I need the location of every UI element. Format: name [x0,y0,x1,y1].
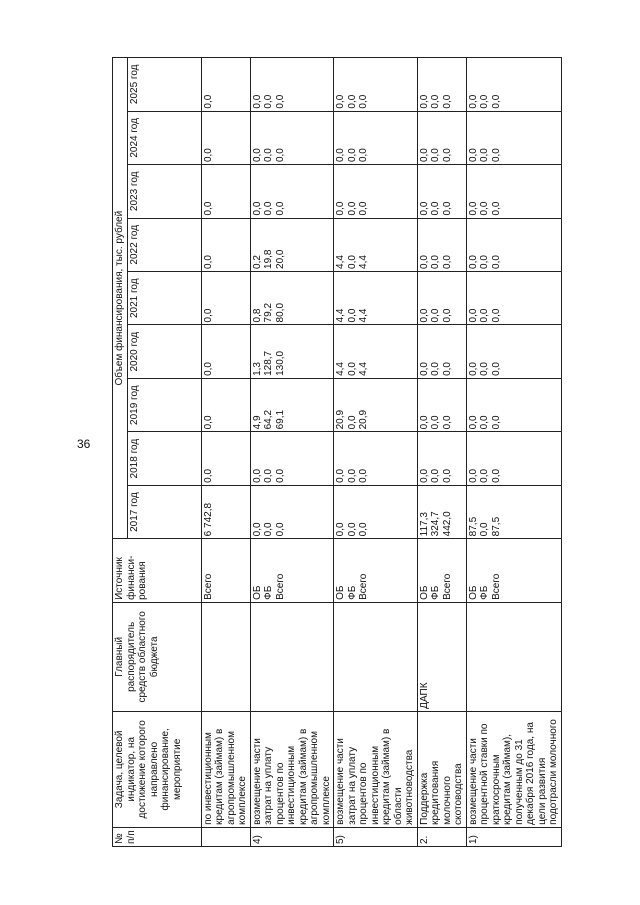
value: 0,0 [441,362,453,376]
value: 0,0 [441,308,453,323]
value: 0,0 [274,522,286,537]
value: 0,0 [479,201,490,216]
value: 6 742,8 [202,502,214,537]
value: 0,0 [263,468,274,483]
value-cell [201,58,250,112]
value-cell [250,325,334,378]
header-year: 2023 год [127,165,201,218]
value: 0,0 [467,255,479,269]
source-label: Всего [490,573,502,600]
row-task: возмещение части затрат на уплату процентов по инвестиционным кредитам (займам) в области животноводства [334,711,418,827]
value: 442,0 [441,511,453,537]
header-year: 2018 год [127,432,201,485]
value: 0,0 [430,308,441,323]
value: 4,4 [358,255,369,269]
value: 0,0 [479,94,490,109]
value: 0,0 [479,415,490,430]
value: 0,0 [490,468,502,483]
value: 0,0 [202,94,214,109]
value-cell [201,218,250,271]
value-cell [334,165,418,218]
value: 0,0 [479,362,490,376]
value-cell [466,432,561,485]
value: 0,0 [430,468,441,483]
value: 0,0 [418,308,430,323]
value: 0,0 [335,522,346,537]
value: 0,0 [335,468,346,483]
value: 0,0 [335,94,346,109]
value: 0,0 [467,201,479,216]
value: 0,0 [430,362,441,376]
value: 0,0 [490,148,502,163]
row-task: Поддержка кредитования молочного скотоводства [417,711,466,827]
row-number: 5) [334,827,418,846]
value: 69,1 [274,409,286,430]
value: 64,2 [263,409,274,430]
value: 19,8 [263,249,274,269]
value: 80,0 [274,302,286,323]
row-task: по инвестиционным кредитам (займам) в агропромышленном комплексе [201,711,250,827]
value: 0,0 [358,201,369,216]
value-cell [466,165,561,218]
table-row [250,58,334,847]
header-year: 2024 год [127,111,201,164]
value: 0,0 [430,415,441,430]
table-row [334,58,418,847]
value: 0,0 [418,148,430,163]
value: 0,0 [490,362,502,376]
value: 0,0 [346,362,358,376]
value: 0,0 [490,255,502,269]
value: 0,0 [441,201,453,216]
value-cell [466,218,561,271]
value: 20,0 [274,249,286,269]
value: 0,0 [346,255,358,269]
value-cell [466,111,561,164]
value: 0,0 [441,148,453,163]
value-cell [201,111,250,164]
header-task: Задача, целевой индикатор, на достижение которого направлено финансирование, мероприятие [113,711,202,827]
value-cell [250,485,334,538]
page-number: 36 [77,437,91,451]
value: 0,0 [202,201,214,216]
header-manager: Главный распорядитель средств областного бюджета [113,602,202,711]
value: 0,0 [202,255,214,269]
value-cell [201,432,250,485]
value-cell [334,432,418,485]
value: 0,0 [263,522,274,537]
value-cell [334,378,418,431]
table-row [417,58,466,847]
value-cell [334,58,418,112]
row-source [334,539,418,603]
row-manager [250,602,334,711]
header-year: 2020 год [127,325,201,378]
value: 0,0 [335,201,346,216]
value: 0,0 [490,308,502,323]
value-cell [250,165,334,218]
value: 0,0 [274,468,286,483]
source-label: Всего [358,573,369,600]
value: 0,0 [490,94,502,109]
value-cell [201,325,250,378]
value: 0,0 [335,148,346,163]
value: 324,7 [430,511,441,537]
value: 4,9 [251,415,263,430]
value: 0,0 [274,201,286,216]
row-number: 1) [466,827,561,846]
row-number [201,827,250,846]
header-year: 2017 год [127,485,201,538]
value: 0,0 [441,255,453,269]
financing-table [112,57,562,847]
value: 0,0 [430,148,441,163]
value: 0,8 [251,308,263,323]
value-cell [250,111,334,164]
value: 4,4 [358,308,369,323]
source-label: ФБ [479,585,490,600]
source-label: ФБ [346,585,358,600]
value: 0,0 [479,255,490,269]
value: 20,9 [358,409,369,430]
row-source [466,539,561,603]
value: 0,0 [358,94,369,109]
table-row [466,58,561,847]
value-cell [466,378,561,431]
header-year: 2019 год [127,378,201,431]
value-cell [466,485,561,538]
value: 0,0 [263,94,274,109]
value: 79,2 [263,302,274,323]
value: 0,0 [479,148,490,163]
table-row [201,58,250,847]
value: 0,0 [441,415,453,430]
value: 0,0 [346,308,358,323]
value: 0,0 [490,201,502,216]
value: 0,0 [358,468,369,483]
table-body [201,58,561,847]
value-cell [334,271,418,324]
value-cell [201,485,250,538]
value: 0,0 [467,415,479,430]
value-cell [417,378,466,431]
value: 0,0 [274,148,286,163]
source-label: ФБ [263,585,274,600]
value: 0,0 [430,201,441,216]
value: 0,0 [358,148,369,163]
value-cell [417,485,466,538]
value: 0,0 [202,148,214,163]
value: 87,5 [490,516,502,537]
value: 0,0 [263,148,274,163]
row-manager [334,602,418,711]
row-manager [201,602,250,711]
value-cell [250,218,334,271]
header-year: 2021 год [127,271,201,324]
value: 0,0 [479,308,490,323]
row-manager: ДАПК [417,602,466,711]
row-source [250,539,334,603]
value-cell [417,325,466,378]
value: 0,0 [441,468,453,483]
value: 0,0 [202,308,214,323]
value: 4,4 [335,308,346,323]
value-cell [201,271,250,324]
value-cell [250,58,334,112]
header-no: № п/п [113,827,202,846]
value: 0,0 [441,94,453,109]
value: 1,3 [251,362,263,376]
value-cell [417,432,466,485]
value-cell [334,111,418,164]
value: 0,0 [430,255,441,269]
source-label: Всего [441,573,453,600]
value: 4,4 [358,362,369,376]
header-source: Источник финанси-рования [113,539,202,603]
value: 0,0 [418,255,430,269]
header-year: 2025 год [127,58,201,112]
value: 4,4 [335,255,346,269]
value: 128,7 [263,350,274,376]
value-cell [466,271,561,324]
value: 0,0 [202,415,214,430]
value: 0,0 [418,362,430,376]
value: 130,0 [274,350,286,376]
value-cell [466,325,561,378]
value: 87,5 [467,516,479,537]
value-cell [334,218,418,271]
value-cell [334,325,418,378]
source-label: ОБ [251,585,263,600]
value: 0,0 [430,94,441,109]
value-cell [201,378,250,431]
value: 0,0 [479,468,490,483]
row-source [417,539,466,603]
value: 0,0 [346,468,358,483]
value: 0,0 [346,522,358,537]
value-cell [250,271,334,324]
value: 0,0 [251,468,263,483]
source-label: Всего [274,573,286,600]
value: 0,0 [251,522,263,537]
value-cell [250,378,334,431]
header-year: 2022 год [127,218,201,271]
value-cell [417,271,466,324]
source-label: ОБ [335,585,346,600]
row-number: 4) [250,827,334,846]
value: 0,0 [418,201,430,216]
value: 0,0 [467,468,479,483]
row-task: возмещение части процентной ставки по краткосрочным кредитам (займам), полученным до 31 декабря 2016 года, на цели развития подотрасли молочного [466,711,561,827]
source-label: ОБ [467,585,479,600]
value: 0,0 [358,522,369,537]
value: 0,0 [202,362,214,376]
value: 4,4 [335,362,346,376]
value: 0,0 [263,201,274,216]
value-cell [201,165,250,218]
value: 0,0 [251,148,263,163]
source-label: ФБ [430,585,441,600]
value: 0,0 [251,94,263,109]
value: 0,0 [467,148,479,163]
value: 20,9 [335,409,346,430]
value: 0,0 [346,201,358,216]
value: 0,0 [274,94,286,109]
row-source [201,539,250,603]
value: 0,2 [251,255,263,269]
source-label: ОБ [418,585,430,600]
row-number: 2. [417,827,466,846]
value: 0,0 [418,468,430,483]
value: 0,0 [346,94,358,109]
value: 0,0 [479,522,490,537]
header-volume: Объем финансирования, тыс. рублей [113,58,128,539]
value: 0,0 [467,308,479,323]
source-label: Всего [202,573,214,600]
value-cell [417,58,466,112]
value: 0,0 [202,468,214,483]
value-cell [417,111,466,164]
value: 117,3 [418,512,430,537]
value: 0,0 [418,94,430,109]
value-cell [417,218,466,271]
value-cell [417,165,466,218]
value-cell [466,58,561,112]
row-task: возмещение части затрат на уплату процентов по инвестиционным кредитам (займам) в агропромышленном комплексе [250,711,334,827]
row-manager [466,602,561,711]
value-cell [250,432,334,485]
value: 0,0 [490,415,502,430]
value: 0,0 [251,201,263,216]
value: 0,0 [346,148,358,163]
value: 0,0 [418,415,430,430]
value: 0,0 [467,94,479,109]
value: 0,0 [467,362,479,376]
value: 0,0 [346,415,358,430]
value-cell [334,485,418,538]
